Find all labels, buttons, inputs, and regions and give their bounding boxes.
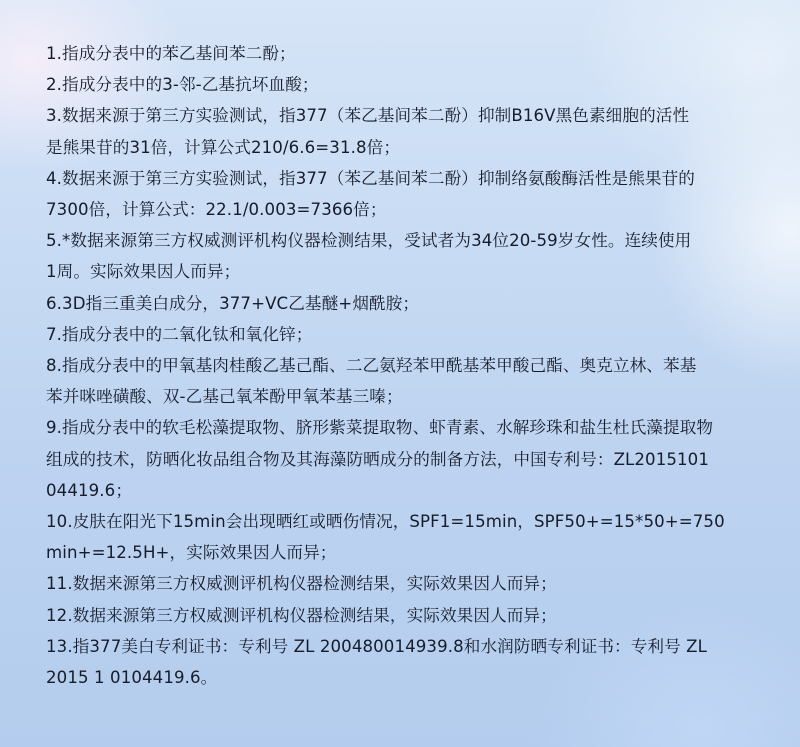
footnote-line: 9.指成分表中的软毛松藻提取物、脐形紫菜提取物、虾青素、水解珍珠和盐生杜氏藻提取物 bbox=[46, 418, 714, 438]
footnote-8 bbox=[46, 350, 776, 412]
footnote-line: 11.数据来源第三方权威测评机构仪器检测结果，实际效果因人而异； bbox=[46, 574, 557, 594]
footnote-line: 4.数据来源于第三方实验测试，指377（苯乙基间苯二酚）抑制络氨酸酶活性是熊果苷的 bbox=[46, 168, 695, 188]
footnote-line: 13.指377美白专利证书：专利号 ZL 200480014939.8和水润防晒专利证书：专利号 ZL bbox=[46, 636, 707, 656]
footnote-2 bbox=[46, 69, 776, 100]
footnote-line: 1周。实际效果因人而异； bbox=[46, 262, 241, 282]
footnote-6 bbox=[46, 288, 776, 319]
footnote-1 bbox=[46, 38, 776, 69]
footnote-9 bbox=[46, 412, 776, 506]
footnote-line: 2.指成分表中的3-邻-乙基抗坏血酸； bbox=[46, 75, 319, 95]
footnote-line: 是熊果苷的31倍，计算公式210/6.6=31.8倍； bbox=[46, 137, 401, 157]
footnote-7 bbox=[46, 319, 776, 350]
footnote-line: min+=12.5H+，实际效果因人而异； bbox=[46, 543, 337, 563]
footnote-line: 苯并咪唑磺酸、双-乙基己氧苯酚甲氧苯基三嗪； bbox=[46, 387, 403, 407]
footnote-list bbox=[46, 38, 776, 693]
footnote-11 bbox=[46, 568, 776, 599]
footnote-line: 12.数据来源第三方权威测评机构仪器检测结果，实际效果因人而异； bbox=[46, 605, 557, 625]
footnote-line: 04419.6； bbox=[46, 480, 133, 500]
footnote-line: 7300倍，计算公式：22.1/0.003=7366倍； bbox=[46, 200, 387, 220]
footnote-line: 3.数据来源于第三方实验测试，指377（苯乙基间苯二酚）抑制B16V黑色素细胞的活性 bbox=[46, 106, 690, 126]
footnote-line: 2015 1 0104419.6。 bbox=[46, 668, 218, 688]
footnote-line: 组成的技术，防晒化妆品组合物及其海藻防晒成分的制备方法，中国专利号：ZL2015101 bbox=[46, 449, 709, 469]
footnote-line: 10.皮肤在阳光下15min会出现晒红或晒伤情况，SPF1=15min，SPF50+=15*50+=750 bbox=[46, 512, 725, 532]
footnote-4 bbox=[46, 163, 776, 225]
footnote-3 bbox=[46, 100, 776, 162]
footnote-line: 8.指成分表中的甲氧基肉桂酸乙基己酯、二乙氨羟苯甲酰基苯甲酸己酯、奥克立林、苯基 bbox=[46, 356, 697, 376]
footnote-line: 1.指成分表中的苯乙基间苯二酚； bbox=[46, 44, 296, 63]
footnote-line: 7.指成分表中的二氧化钛和氧化锌； bbox=[46, 324, 313, 344]
footnote-10 bbox=[46, 506, 776, 568]
footnote-13 bbox=[46, 631, 776, 693]
footnote-12 bbox=[46, 600, 776, 631]
footnote-5 bbox=[46, 225, 776, 287]
footnote-line: 5.*数据来源第三方权威测评机构仪器检测结果，受试者为34位20-59岁女性。连续使用 bbox=[46, 231, 692, 251]
footnote-line: 6.3D指三重美白成分，377+VC乙基醚+烟酰胺； bbox=[46, 293, 420, 313]
